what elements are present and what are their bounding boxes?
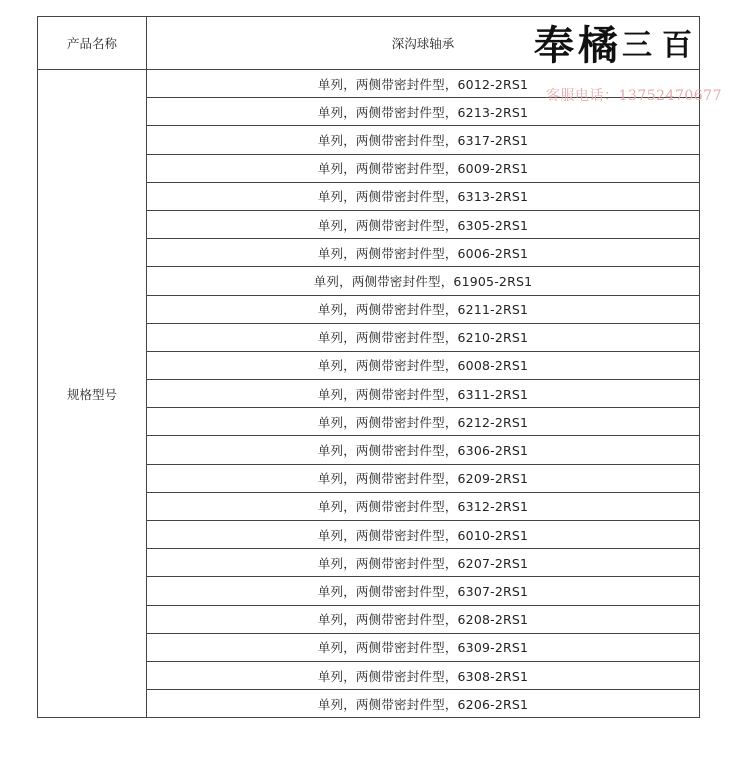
- spec-model-value: 单列，两侧带密封件型，6212-2RS1: [147, 408, 700, 436]
- spec-model-value: 单列，两侧带密封件型，6308-2RS1: [147, 661, 700, 689]
- table-row: [38, 70, 700, 98]
- product-name-header: 产品名称: [38, 17, 147, 70]
- service-phone: 客服电话：13752470677: [546, 88, 722, 104]
- spec-model-value: 单列，两侧带密封件型，6311-2RS1: [147, 380, 700, 408]
- spec-model-value: 单列，两侧带密封件型，6309-2RS1: [147, 633, 700, 661]
- spec-model-value: 单列，两侧带密封件型，6307-2RS1: [147, 577, 700, 605]
- spec-model-value: 单列，两侧带密封件型，6211-2RS1: [147, 295, 700, 323]
- spec-model-value: 单列，两侧带密封件型，6010-2RS1: [147, 521, 700, 549]
- spec-model-value: 单列，两侧带密封件型，6012-2RS1: [147, 70, 700, 98]
- spec-model-value: 单列，两侧带密封件型，6207-2RS1: [147, 549, 700, 577]
- brand-main-text: 奉橘: [534, 22, 622, 69]
- spec-model-value: 单列，两侧带密封件型，6209-2RS1: [147, 464, 700, 492]
- product-type-header: 深沟球轴承: [147, 17, 700, 70]
- spec-table-frame: [37, 16, 700, 741]
- spec-model-value: 单列，两侧带密封件型，6210-2RS1: [147, 323, 700, 351]
- spec-model-value: 单列，两侧带密封件型，6317-2RS1: [147, 126, 700, 154]
- spec-model-value: 单列，两侧带密封件型，6208-2RS1: [147, 605, 700, 633]
- spec-model-value: 单列，两侧带密封件型，61905-2RS1: [147, 267, 700, 295]
- brand-tail-text: 三百: [622, 28, 702, 63]
- spec-table: [37, 16, 700, 718]
- spec-model-value: 单列，两侧带密封件型，6006-2RS1: [147, 239, 700, 267]
- spec-model-value: 单列，两侧带密封件型，6213-2RS1: [147, 98, 700, 126]
- spec-model-value: 单列，两侧带密封件型，6008-2RS1: [147, 351, 700, 379]
- spec-model-label: 规格型号: [38, 70, 147, 718]
- spec-model-value: 单列，两侧带密封件型，6305-2RS1: [147, 210, 700, 238]
- spec-model-value: 单列，两侧带密封件型，6009-2RS1: [147, 154, 700, 182]
- spec-model-value: 单列，两侧带密封件型，6312-2RS1: [147, 492, 700, 520]
- spec-model-value: 单列，两侧带密封件型，6306-2RS1: [147, 436, 700, 464]
- spec-model-value: 单列，两侧带密封件型，6206-2RS1: [147, 690, 700, 718]
- spec-model-value: 单列，两侧带密封件型，6313-2RS1: [147, 182, 700, 210]
- header-row: [38, 17, 700, 70]
